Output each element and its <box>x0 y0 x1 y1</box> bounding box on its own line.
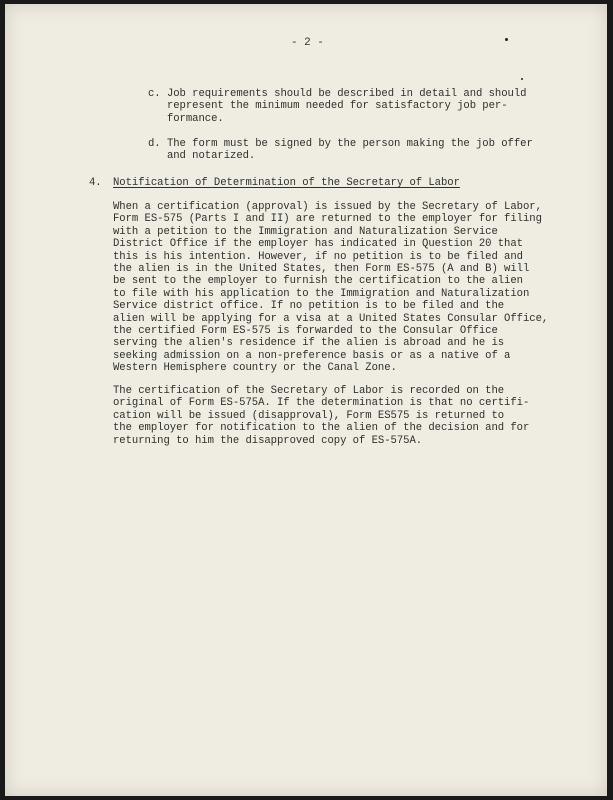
paragraph-line: seeking admission on a non-preference basis or as a native of a <box>113 349 511 362</box>
paragraph-line: alien will be applying for a visa at a United States Consular Office, <box>113 312 549 325</box>
document-page <box>5 4 607 796</box>
paragraph-line: original of Form ES-575A. If the determination is that no certifi- <box>113 397 530 410</box>
paragraph-line: with a petition to the Immigration and Naturalization Service <box>113 225 498 238</box>
list-item-d <box>148 138 533 163</box>
section-title: Notification of Determination of the Secretary of Labor <box>113 177 460 189</box>
paragraph-recording <box>113 385 529 447</box>
item-line: represent the minimum needed for satisfactory job per- <box>166 100 508 113</box>
paragraph-line: to file with his application to the Immigration and Naturalization <box>113 287 530 300</box>
item-marker: d. <box>148 138 161 150</box>
paragraph-line: the employer for notification to the alien of the decision and for <box>113 422 530 435</box>
item-line: and notarized. <box>166 150 256 163</box>
paragraph-line: Western Hemisphere country or the Canal Zone. <box>113 362 397 375</box>
paragraph-line: be sent to the employer to furnish the certification to the alien <box>113 275 523 288</box>
item-line: formance. <box>166 112 224 125</box>
paragraph-line: cation will be issued (disapproval), Form ES575 is returned to <box>113 409 505 422</box>
item-line: The form must be signed by the person making the job offer <box>166 138 533 150</box>
item-line: Job requirements should be described in detail and should <box>166 88 527 100</box>
ink-speck <box>505 38 508 41</box>
page-number: - 2 - <box>291 37 324 49</box>
section-heading <box>89 177 460 189</box>
item-marker: c. <box>148 88 161 100</box>
paragraph-line: When a certification (approval) is issued by the Secretary of Labor, <box>113 201 542 213</box>
paragraph-line: serving the alien's residence if the alien is abroad and he is <box>113 337 505 350</box>
paragraph-line: the alien is in the United States, then Form ES-575 (A and B) will <box>113 263 530 276</box>
paragraph-line: The certification of the Secretary of Labor is recorded on the <box>113 385 505 397</box>
paragraph-line: District Office if the employer has indicated in Question 20 that <box>113 238 523 251</box>
paragraph-line: this is his intention. However, if no petition is to be filed and <box>113 250 523 263</box>
paragraph-line: the certified Form ES-575 is forwarded to the Consular Office <box>113 325 498 338</box>
list-item-c <box>148 88 526 125</box>
section-number: 4. <box>89 177 102 189</box>
ink-speck <box>521 78 523 80</box>
paragraph-certification <box>113 201 548 375</box>
paragraph-line: Service district office. If no petition is to be filed and the <box>113 300 505 313</box>
paragraph-line: Form ES-575 (Parts I and II) are returned to the employer for filing <box>113 213 542 226</box>
paragraph-line: returning to him the disapproved copy of ES-575A. <box>113 434 423 447</box>
